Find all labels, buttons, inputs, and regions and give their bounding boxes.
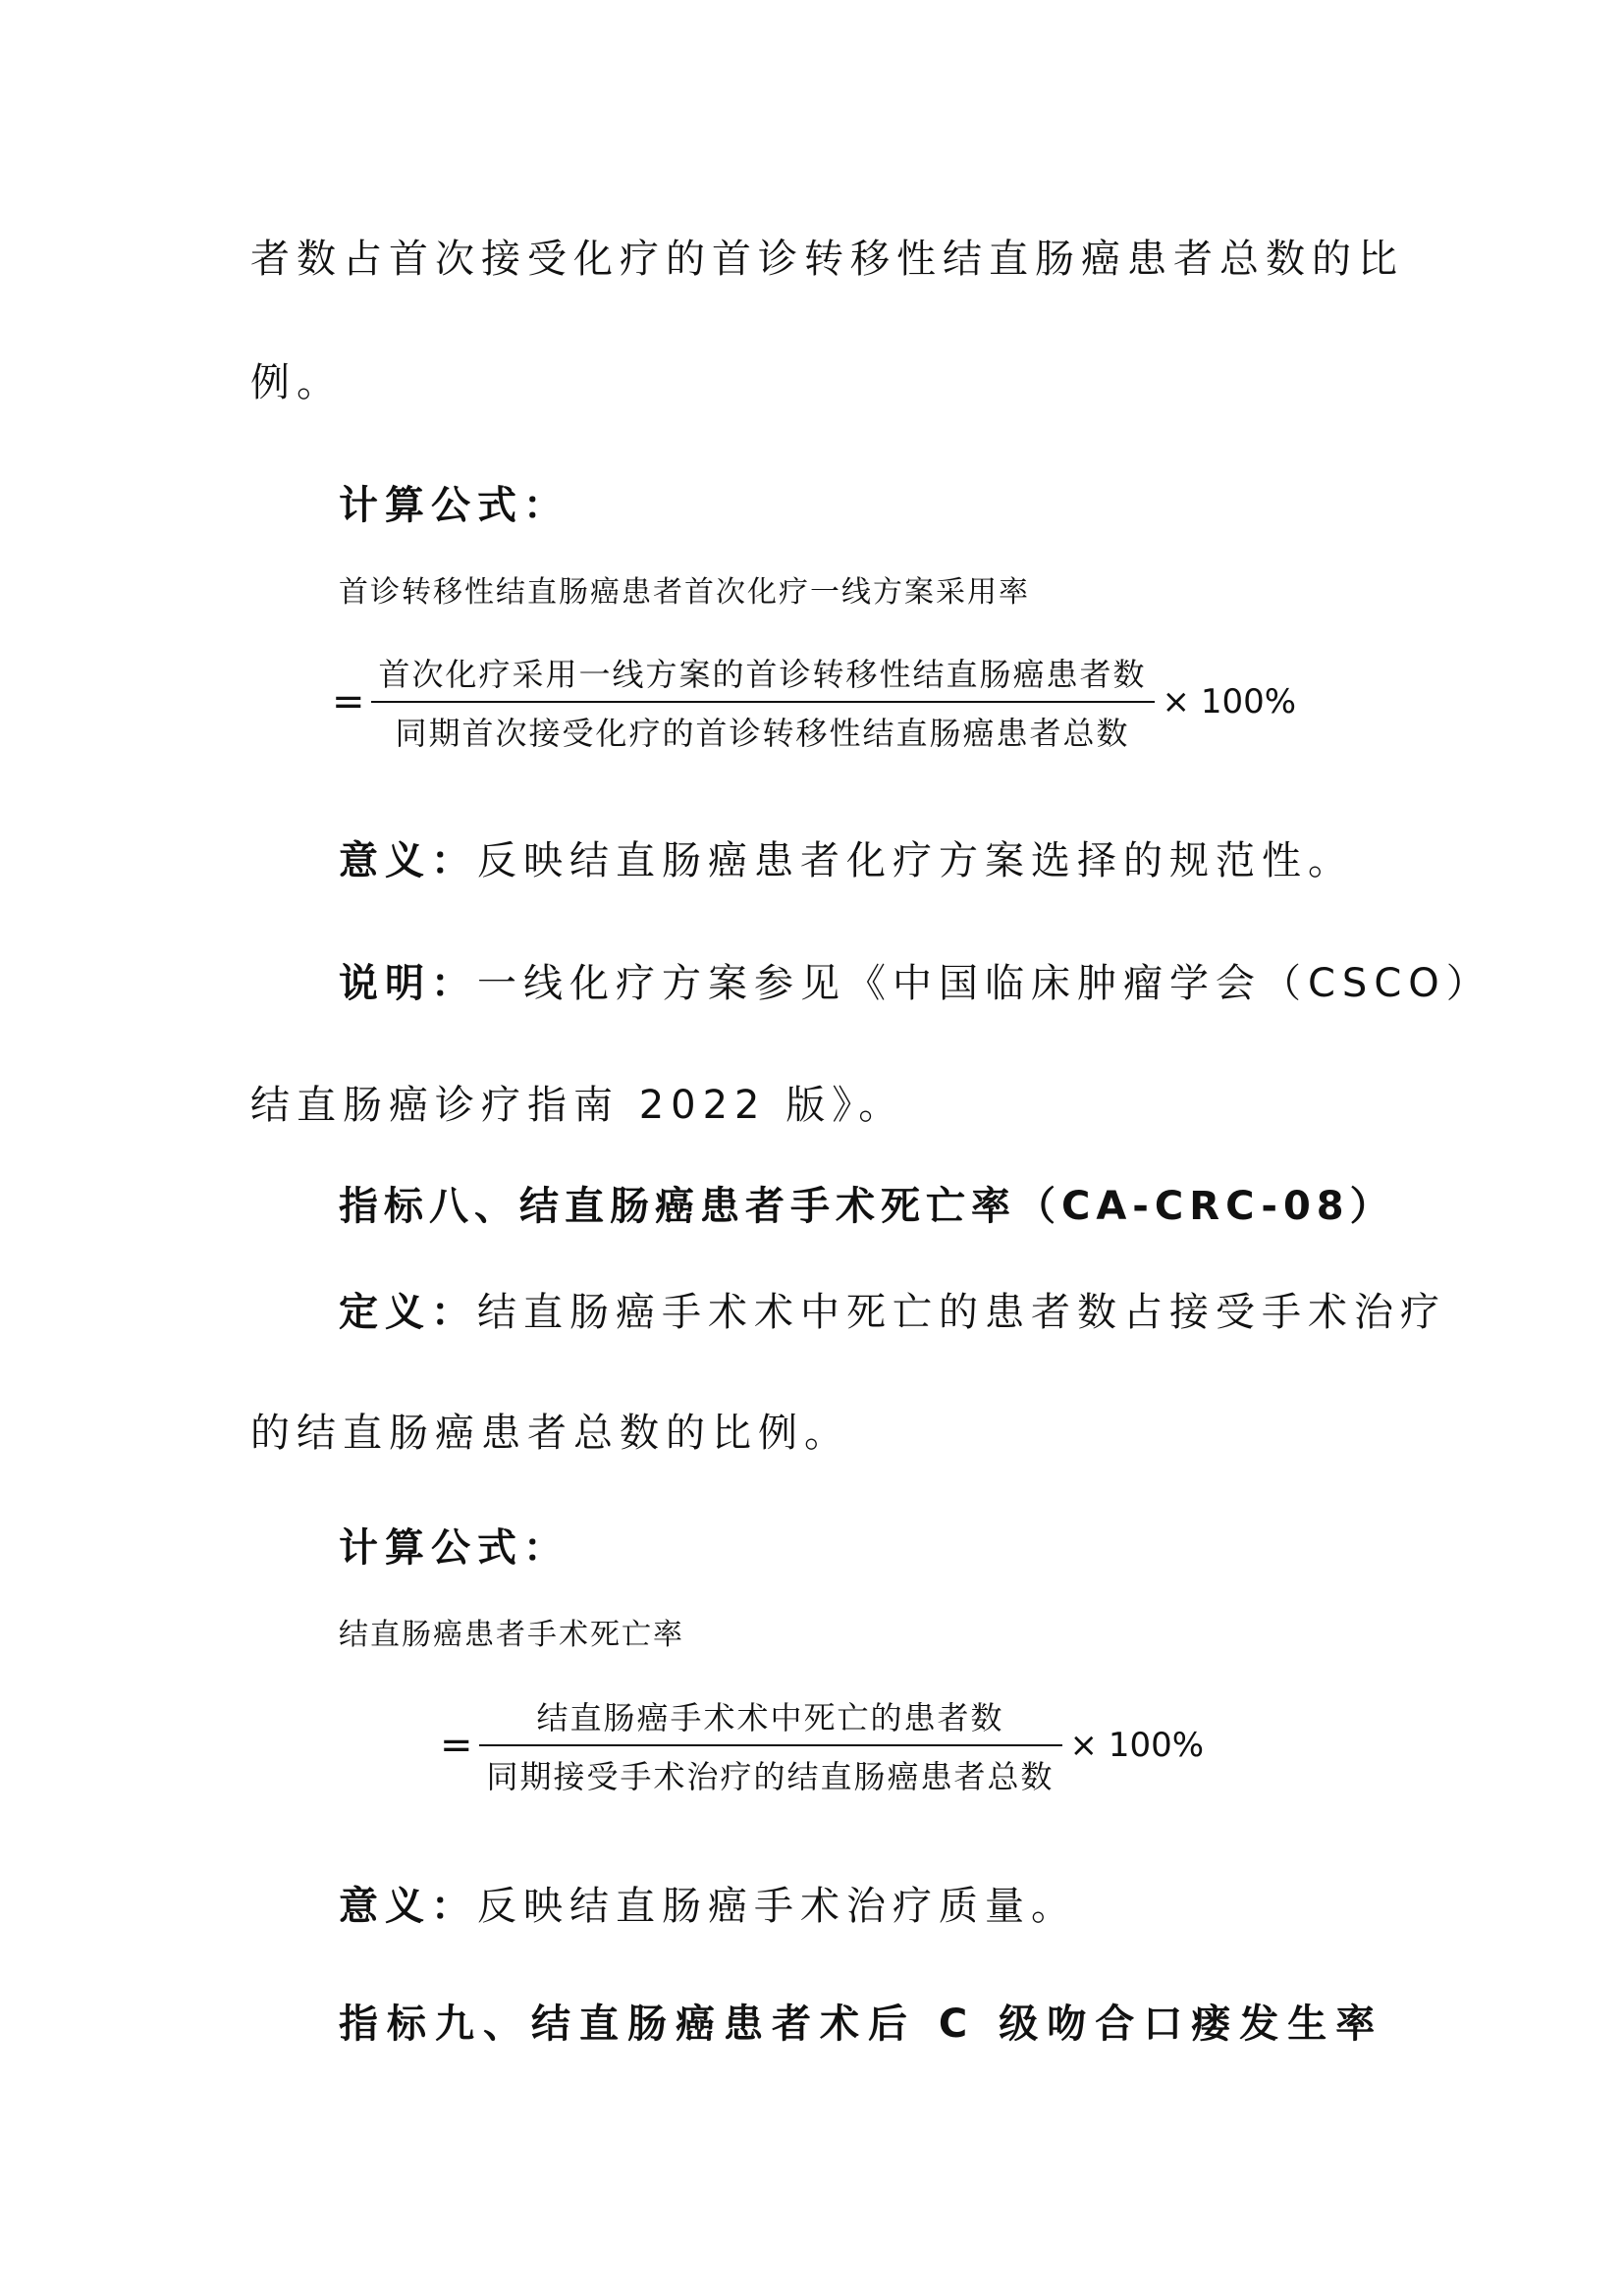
equals-sign: = xyxy=(332,679,365,724)
equals-sign: = xyxy=(440,1723,473,1768)
multiplier: × 100% xyxy=(1162,682,1297,721)
meaning-paragraph xyxy=(339,829,1624,885)
formula-1 xyxy=(332,650,1296,754)
indicator-heading-9: 指标九、结直肠癌患者术后 C 级吻合口瘘发生率 xyxy=(339,2002,1384,2047)
definition-paragraph xyxy=(339,1281,1624,1337)
definition-text: 结直肠癌手术术中死亡的患者数占接受手术治疗 xyxy=(477,1290,1446,1335)
definition-line-2: 的结直肠癌患者总数的比例。 xyxy=(250,1411,850,1456)
meaning-text: 反映结直肠癌手术治疗质量。 xyxy=(477,1884,1077,1929)
meaning-label: 意义： xyxy=(339,838,477,883)
multiplier: × 100% xyxy=(1069,1726,1205,1765)
formula-name: 结直肠癌患者手术死亡率 xyxy=(339,1618,684,1652)
formula-2 xyxy=(440,1693,1204,1797)
numerator: 结直肠癌手术术中死亡的患者数 xyxy=(536,1699,1004,1736)
formula-name: 首诊转移性结直肠癌患者首次化疗一线方案采用率 xyxy=(339,575,1030,610)
meaning-text: 反映结直肠癌患者化疗方案选择的规范性。 xyxy=(477,838,1354,883)
formula-label: 计算公式： xyxy=(339,1525,569,1571)
denominator: 同期首次接受化疗的首诊转移性结直肠癌患者总数 xyxy=(395,715,1130,752)
numerator: 首次化疗采用一线方案的首诊转移性结直肠癌患者数 xyxy=(378,656,1147,693)
fraction xyxy=(371,650,1155,754)
fraction-bar xyxy=(371,701,1155,703)
paragraph-line: 者数占首次接受化疗的首诊转移性结直肠癌患者总数的比 xyxy=(250,237,1404,282)
paragraph-line: 例。 xyxy=(250,360,343,405)
denominator: 同期接受手术治疗的结直肠癌患者总数 xyxy=(486,1758,1055,1795)
note-line-2: 结直肠癌诊疗指南 2022 版》。 xyxy=(250,1083,905,1128)
formula-label: 计算公式： xyxy=(339,483,569,528)
note-paragraph xyxy=(339,952,1624,1008)
meaning-paragraph xyxy=(339,1875,1624,1931)
note-label: 说明： xyxy=(339,961,477,1006)
note-text: 一线化疗方案参见《中国临床肿瘤学会（CSCO） xyxy=(477,961,1492,1006)
definition-label: 定义： xyxy=(339,1290,477,1335)
fraction xyxy=(479,1693,1062,1797)
meaning-label: 意义： xyxy=(339,1884,477,1929)
indicator-heading-8: 指标八、结直肠癌患者手术死亡率（CA-CRC-08） xyxy=(339,1184,1395,1229)
fraction-bar xyxy=(479,1744,1062,1746)
